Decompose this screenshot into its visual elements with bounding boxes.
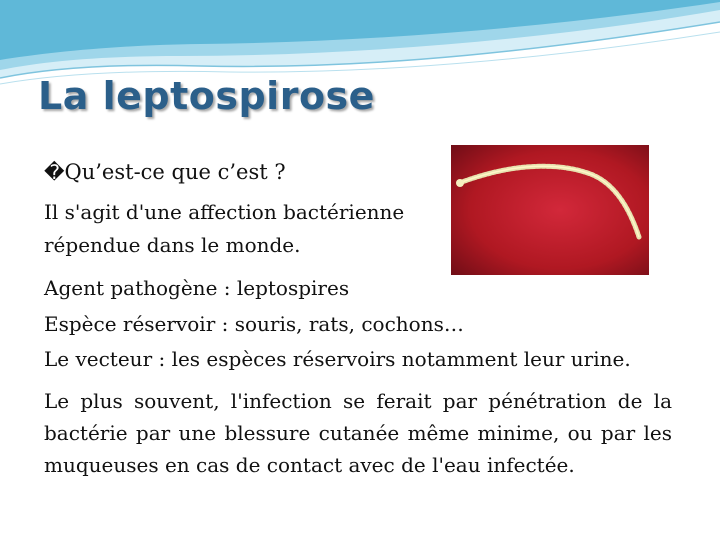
text-line-affection: Il s'agit d'une affection bactérienne [44, 200, 405, 224]
slide-title: La leptospirose [38, 74, 375, 118]
text-line-agent: Agent pathogène : leptospires [44, 276, 350, 300]
text-line-vecteur: Le vecteur : les espèces réservoirs notamment leur urine. [44, 347, 631, 371]
leptospira-micrograph [451, 145, 649, 275]
text-line-reservoir: Espèce réservoir : souris, rats, cochons… [44, 312, 464, 336]
bullet-question-text: Qu’est-ce que c’est ? [64, 160, 286, 184]
bullet-question [44, 160, 286, 184]
text-paragraph-infection: Le plus souvent, l'infection se ferait par pénétration de la bactérie par une blessure cutanée même minime, ou par les muqueuses en cas de contact avec de l'eau infectée. [44, 389, 672, 477]
bullet-glyph: � [44, 160, 65, 184]
text-line-repandue: répendue dans le monde. [44, 233, 301, 257]
